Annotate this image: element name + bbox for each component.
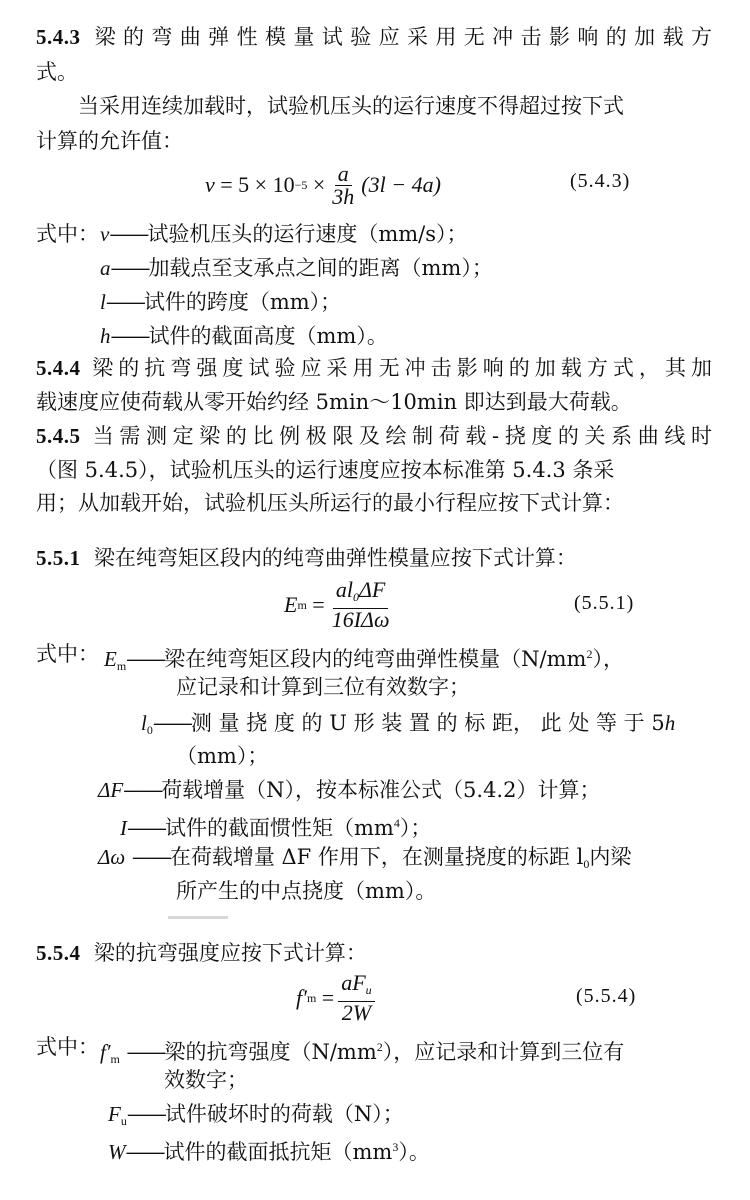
clause-number: 5.5.4 [36,941,81,965]
formula-5-4-3 [205,160,441,210]
where-label: 式中： [36,1035,99,1059]
definition-l [100,288,341,316]
superscript: 3 [392,1140,399,1154]
clause-5-4-3-line2: 式。 [36,60,78,84]
formula-5-5-4 [296,970,379,1025]
superscript: 2 [586,647,593,661]
formula-times: × [312,172,326,197]
clause-text: 梁的抗弯强度应按下式计算： [93,941,367,965]
clause-5-4-5-line2: （图 5.4.5），试验机压头的运行速度应按本标准第 5.4.3 条采 [36,458,615,482]
definition-text: 试验机压头的运行速度（mm/s）； [147,222,468,246]
fraction-denominator: 16IΔω [331,607,390,632]
definition-Fu [108,1100,404,1135]
numerator-sub: u [365,983,372,997]
fraction-numerator [333,579,388,609]
symbol-sub: m [110,1052,120,1066]
symbol: E [104,647,117,671]
clause-text: 梁在纯弯矩区段内的纯弯曲弹性模量应按下式计算： [93,546,577,570]
formula-lhs-sub: m [297,597,307,612]
symbol: l [141,711,147,735]
definition-text-end: ）； [399,816,432,840]
definition-text-end: ）， [592,647,624,671]
formula-equals: = [321,985,335,1010]
symbol: W [108,1140,126,1164]
paragraph-allowed-value: 计算的允许值： [36,129,183,153]
formula-fraction [329,160,357,209]
definition-deltaF [98,776,600,804]
dash: —— [152,711,191,735]
dash: —— [110,324,149,348]
symbol: ΔF [98,778,124,802]
definition-text: 试件的跨度（mm）； [143,290,342,314]
clause-5-5-4-title [36,939,367,967]
formula-lhs: E [284,592,298,617]
symbol: Δω [98,845,126,869]
definition-text-end: ），应记录和计算到三位有 [382,1040,625,1064]
definition-I [120,809,431,842]
scan-smudge [168,916,228,919]
fraction-denominator: 2W [341,1000,372,1025]
definition-text: 梁的抗弯强度（N/mm [164,1040,377,1064]
definition-text: 梁在纯弯矩区段内的纯弯曲弹性模量（N/mm [164,647,587,671]
definition-a [100,254,493,282]
clause-number: 5.4.4 [36,356,81,380]
dash: —— [105,290,144,314]
definition-delta-omega [98,843,631,878]
symbol: l [100,290,106,314]
dash: —— [126,1040,165,1064]
numerator-part: aF [341,970,366,995]
definition-l0 [141,709,675,744]
where-label: 式中： [36,642,99,666]
symbol-sub: m [116,659,127,673]
fraction-numerator [338,972,374,1002]
numerator-part: ΔF [358,577,386,602]
clause-number: 5.4.5 [36,424,81,448]
symbol: F [108,1102,121,1126]
symbol: f′ [100,1040,111,1064]
definition-delta-omega-cont: 所产生的中点挠度（mm）。 [176,879,437,903]
clause-5-4-5-line1 [36,422,712,450]
symbol-sub: u [120,1114,127,1128]
clause-text: 梁的弯曲弹性模量试验应采用无冲击影响的加载方 [94,25,712,49]
definition-text: 试件破坏时的荷载（N）； [164,1102,404,1126]
formula-lhs-sub: m [306,990,317,1005]
dash: —— [126,1102,165,1126]
equation-number-5-5-1: (5.5.1) [574,592,635,614]
clause-number: 5.4.3 [36,25,81,49]
symbol: h [100,324,111,348]
formula-equals: = [312,592,325,617]
clause-5-4-5-line3: 用；从加载开始，试验机压头所运行的最小行程应按下式计算： [36,491,624,515]
fraction-denominator: 3h [332,183,355,209]
dash: —— [109,222,148,246]
dash: —— [126,647,165,671]
definition-text: 加载点至支承点之间的距离（mm）； [148,256,493,280]
formula-tail: (3l − 4a) [361,172,441,197]
equation-number-5-5-4: (5.5.4) [576,985,637,1007]
definition-l0-cont: （mm）； [176,744,269,768]
clause-5-4-3-line1 [36,23,712,51]
definition-symbol: h [664,711,676,735]
formula-fraction [338,972,374,1024]
clause-5-5-1-title [36,544,577,572]
clause-5-4-4-line1 [36,354,712,382]
superscript: 4 [393,816,400,830]
superscript: 2 [376,1040,383,1054]
symbol: I [120,816,127,840]
paragraph-continuous-loading: 当采用连续加载时，试验机压头的运行速度不得超过按下式 [78,94,624,118]
definition-text-end: 内梁 [589,845,632,869]
clause-text: 当需测定梁的比例极限及绘制荷载-挠度的关系曲线时 [92,424,712,448]
formula-lhs: f′ [296,985,307,1010]
definition-text-end: ）。 [398,1140,430,1164]
dash: —— [123,778,162,802]
symbol-sub: 0 [146,723,153,737]
where-label: 式中： [36,222,99,246]
symbol: a [100,256,111,280]
dash: —— [110,256,149,280]
formula-fraction [329,579,393,631]
definition-text: 试件的截面抵抗矩（mm [163,1140,393,1164]
formula-coef: = 5 × 10 [220,172,295,197]
definition-v [100,220,468,248]
definition-fm-cont: 效数字； [164,1068,248,1092]
definition-text: 在荷载增量 ΔF 作用下，在测量挠度的标距 l [169,845,584,869]
formula-exponent: −5 [294,177,308,192]
clause-text: 梁的抗弯强度试验应采用无冲击影响的加载方式，其加 [92,356,712,380]
equation-number-5-4-3: (5.4.3) [570,170,631,192]
numerator-part: al [335,577,353,602]
inline-sub: 0 [583,857,590,871]
definition-text: 试件的截面高度（mm）。 [148,324,388,348]
fraction-numerator: a [335,163,352,186]
numerator-sub: 0 [352,590,359,604]
definition-W [108,1133,430,1166]
definition-h [100,322,388,350]
definition-text: 测 量 挠 度 的 U 形 装 置 的 标 距， 此 处 等 于 5 [190,711,665,735]
definition-text: 荷载增量（N），按本标准公式（5.4.2）计算； [161,778,601,802]
definition-Em-cont: 应记录和计算到三位有效数字； [176,675,470,699]
definition-text: 试件的截面惯性矩（mm [165,816,394,840]
clause-number: 5.5.1 [36,546,81,570]
formula-lhs: v [205,172,215,197]
dash: —— [127,816,165,840]
dash: —— [131,845,170,869]
symbol: v [100,222,110,246]
dash: —— [125,1140,164,1164]
clause-5-4-4-line2: 载速度应使荷载从零开始约经 5min～10min 即达到最大荷载。 [36,390,632,414]
formula-5-5-1 [284,577,397,632]
